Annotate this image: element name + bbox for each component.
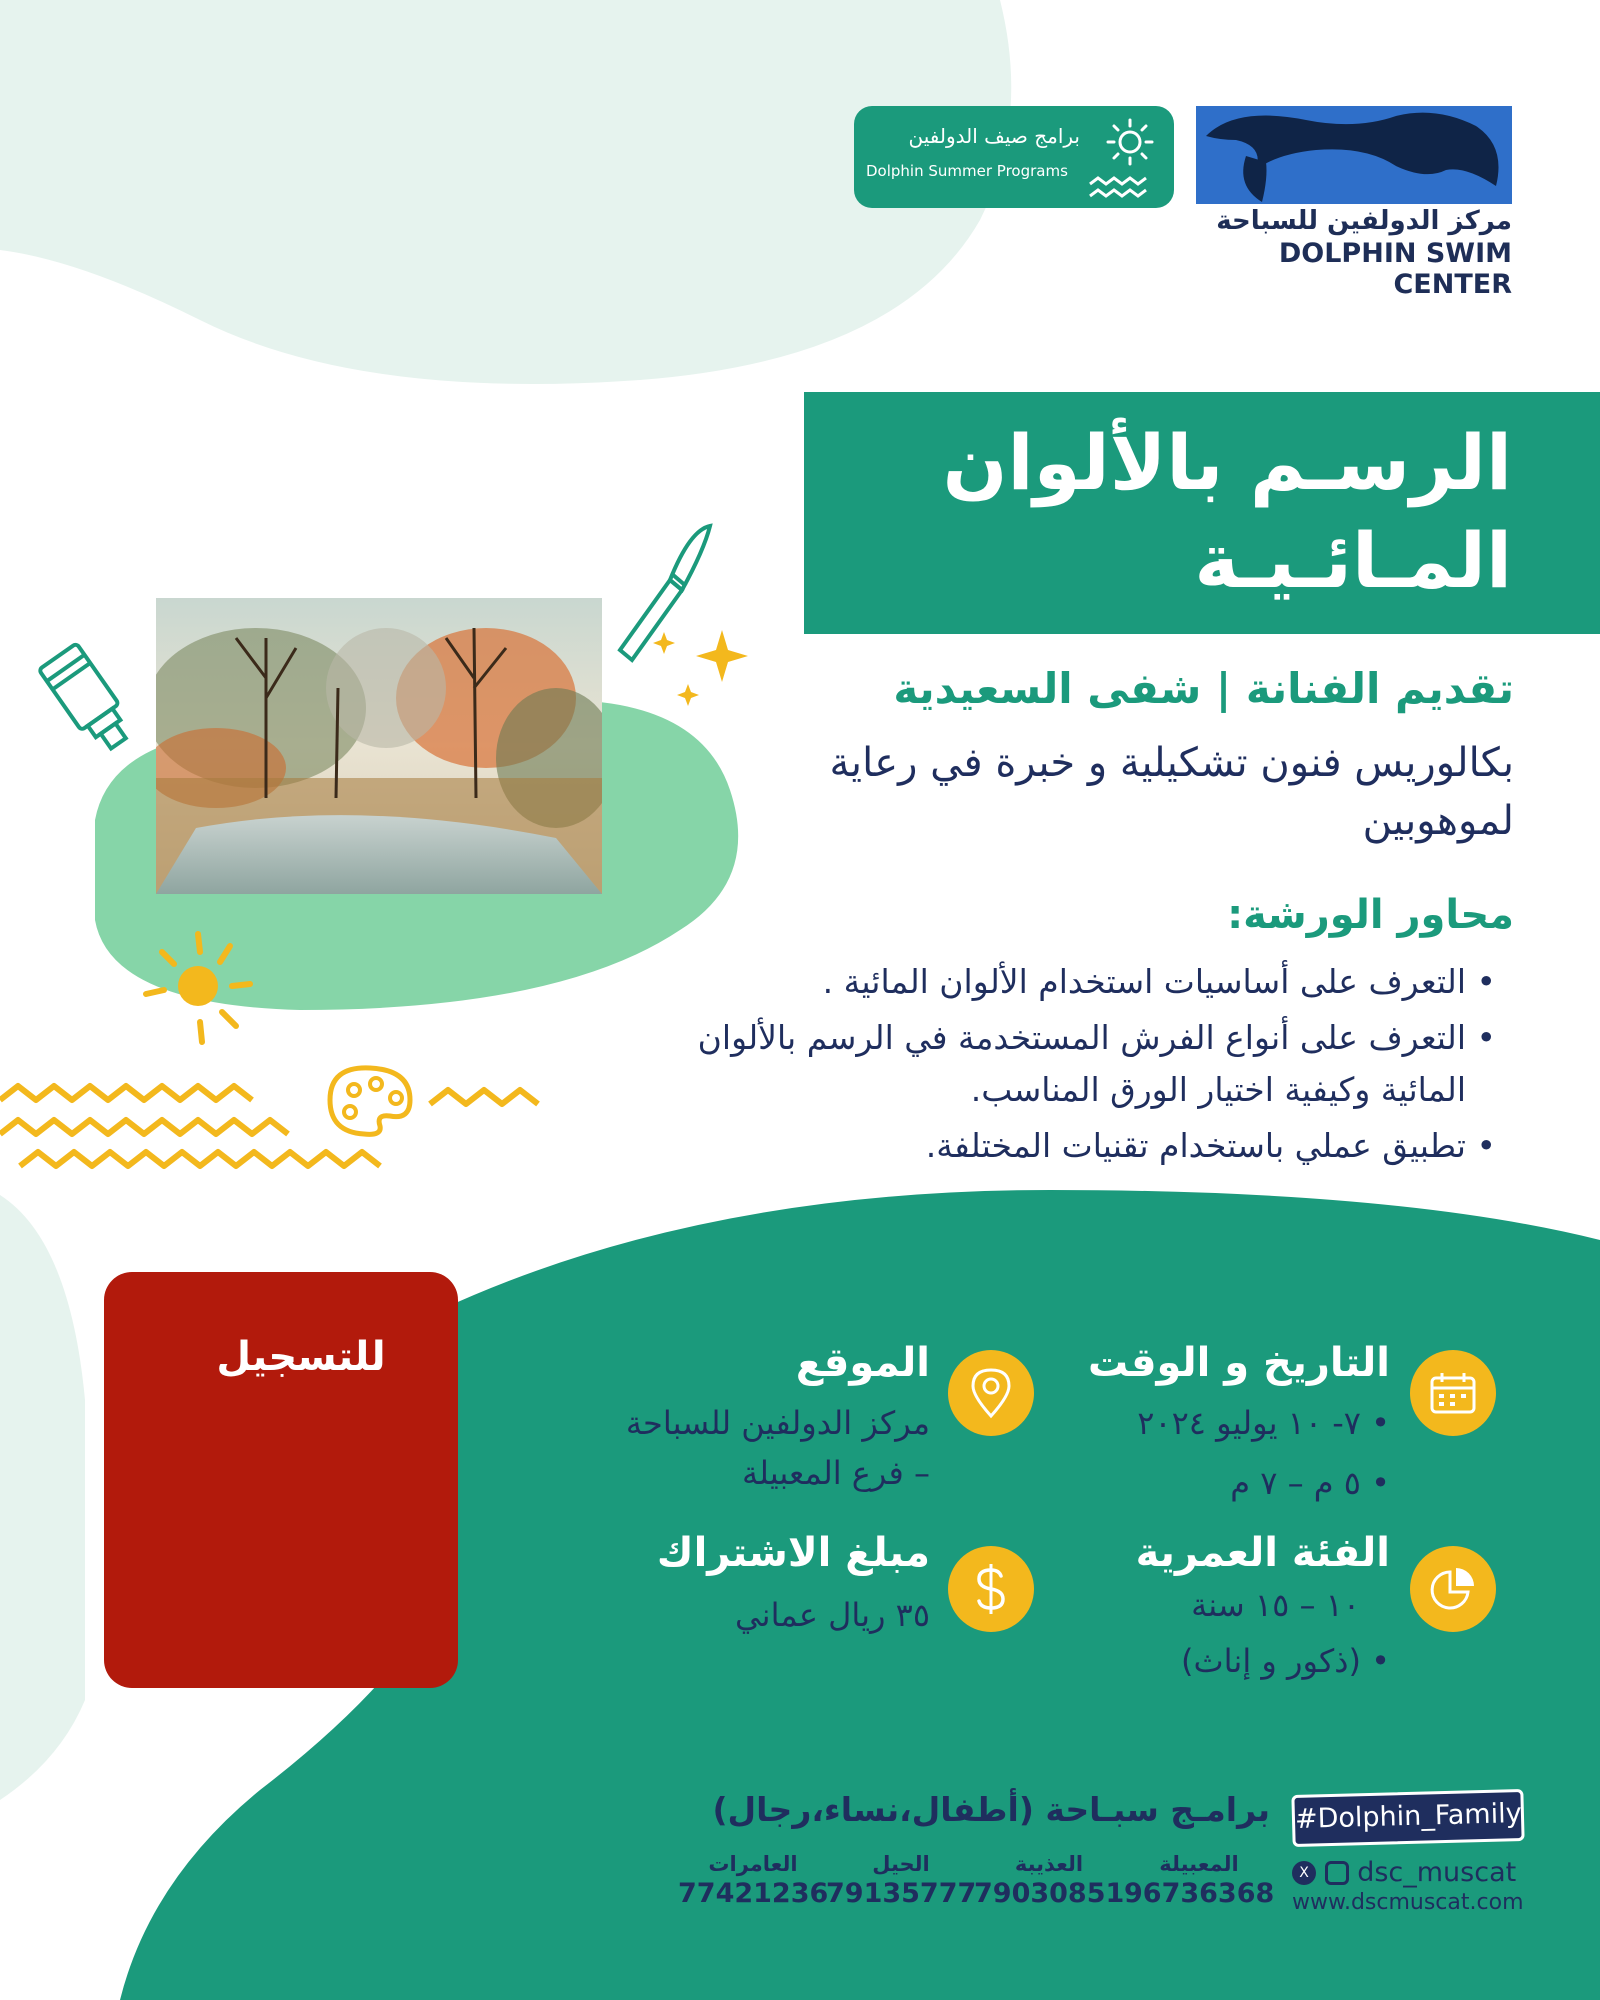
watercolor-painting-image	[156, 598, 602, 894]
branch-name: العذيبة	[1014, 1852, 1084, 1876]
dolphin-logo-image	[1196, 106, 1512, 204]
fee-heading: مبلغ الاشتراك	[656, 1530, 930, 1576]
swim-programs-text: برامـج سبـاحة (أطفال،نساء،رجال)	[712, 1790, 1270, 1829]
hashtag-badge: #Dolphin_Family	[1291, 1789, 1524, 1847]
branch-phone[interactable]: 96736368	[1124, 1878, 1275, 1909]
branch-name: المعبيلة	[1159, 1852, 1239, 1876]
list-item: • التعرف على أنواع الفرش المستخدمة في الرسم بالألوان المائية وكيفية اختيار الورق المناسب.	[690, 1012, 1496, 1116]
age-range: ١٠ – ١٥ سنة	[1191, 1586, 1360, 1624]
summer-logo-arabic: برامج صيف الدولفين	[908, 124, 1080, 148]
social-row	[1292, 1856, 1524, 1888]
list-item: • تطبيق عملي باستخدام تقنيات المختلفة.	[690, 1120, 1496, 1172]
register-button[interactable]	[104, 1272, 458, 1688]
branch-3	[826, 1852, 976, 1909]
dollar-icon	[948, 1546, 1034, 1632]
social-handle[interactable]: dsc_muscat	[1357, 1857, 1517, 1888]
center-name-arabic: مركز الدولفين للسباحة	[1216, 206, 1512, 236]
age-gender: • (ذكور و إناث)	[1000, 1636, 1390, 1686]
palette-icon	[310, 1060, 420, 1140]
instagram-icon[interactable]	[1325, 1861, 1349, 1885]
location-pin-icon	[948, 1350, 1034, 1436]
artist-bio: بكالوريس فنون تشكيلية و خبرة في رعاية لموهوبين	[829, 740, 1514, 844]
age-heading: الفئة العمرية	[1135, 1530, 1390, 1576]
branch-phone[interactable]: 79135777	[826, 1878, 977, 1909]
paint-tube-icon	[30, 636, 150, 766]
branch-name: الحيل	[872, 1852, 930, 1876]
branch-1	[1124, 1852, 1274, 1909]
zigzag-decoration	[0, 1070, 540, 1180]
page-title: الرسـم بالألوان المـائـيـة	[942, 418, 1512, 605]
website-link[interactable]: www.dscmuscat.com	[1292, 1890, 1524, 1915]
fee-amount: ٣٥ ريال عماني	[735, 1596, 930, 1634]
date-time-heading: التاريخ و الوقت	[1087, 1340, 1390, 1386]
calendar-icon	[1410, 1350, 1496, 1436]
list-item: • التعرف على أساسيات استخدام الألوان المائية .	[690, 956, 1496, 1008]
branch-phone[interactable]: 77421236	[678, 1878, 829, 1909]
time-value: • ٥ م – ٧ م	[1000, 1458, 1390, 1508]
topics-list	[690, 956, 1496, 1176]
summer-programs-logo	[854, 106, 1174, 208]
center-name-english: DOLPHIN SWIM CENTER	[1278, 238, 1512, 300]
date-value: • ٧- ١٠ يوليو ٢٠٢٤	[1000, 1398, 1390, 1448]
branch-2	[974, 1852, 1124, 1909]
branch-phone[interactable]: 79030851	[974, 1878, 1125, 1909]
branch-name: العامرات	[708, 1852, 798, 1876]
x-icon[interactable]: X	[1292, 1861, 1316, 1885]
title-band	[804, 392, 1600, 634]
topics-heading: محاور الورشة:	[1227, 892, 1514, 938]
dolphin-icon	[1196, 106, 1512, 204]
location-line-2: – فرع المعبيلة	[741, 1454, 930, 1492]
summer-logo-english: Dolphin Summer Programs	[866, 162, 1068, 180]
branch-4	[678, 1852, 828, 1909]
location-heading: الموقع	[795, 1340, 930, 1386]
register-label: للتسجيل	[216, 1334, 386, 1380]
artist-title: تقديم الفنانة | شفى السعيدية	[893, 664, 1514, 713]
location-line-1: مركز الدولفين للسباحة	[625, 1404, 930, 1442]
pie-chart-icon	[1410, 1546, 1496, 1632]
sun-waves-icon	[1084, 114, 1164, 204]
sparkles-icon	[650, 626, 750, 706]
sun-icon	[140, 930, 270, 1060]
